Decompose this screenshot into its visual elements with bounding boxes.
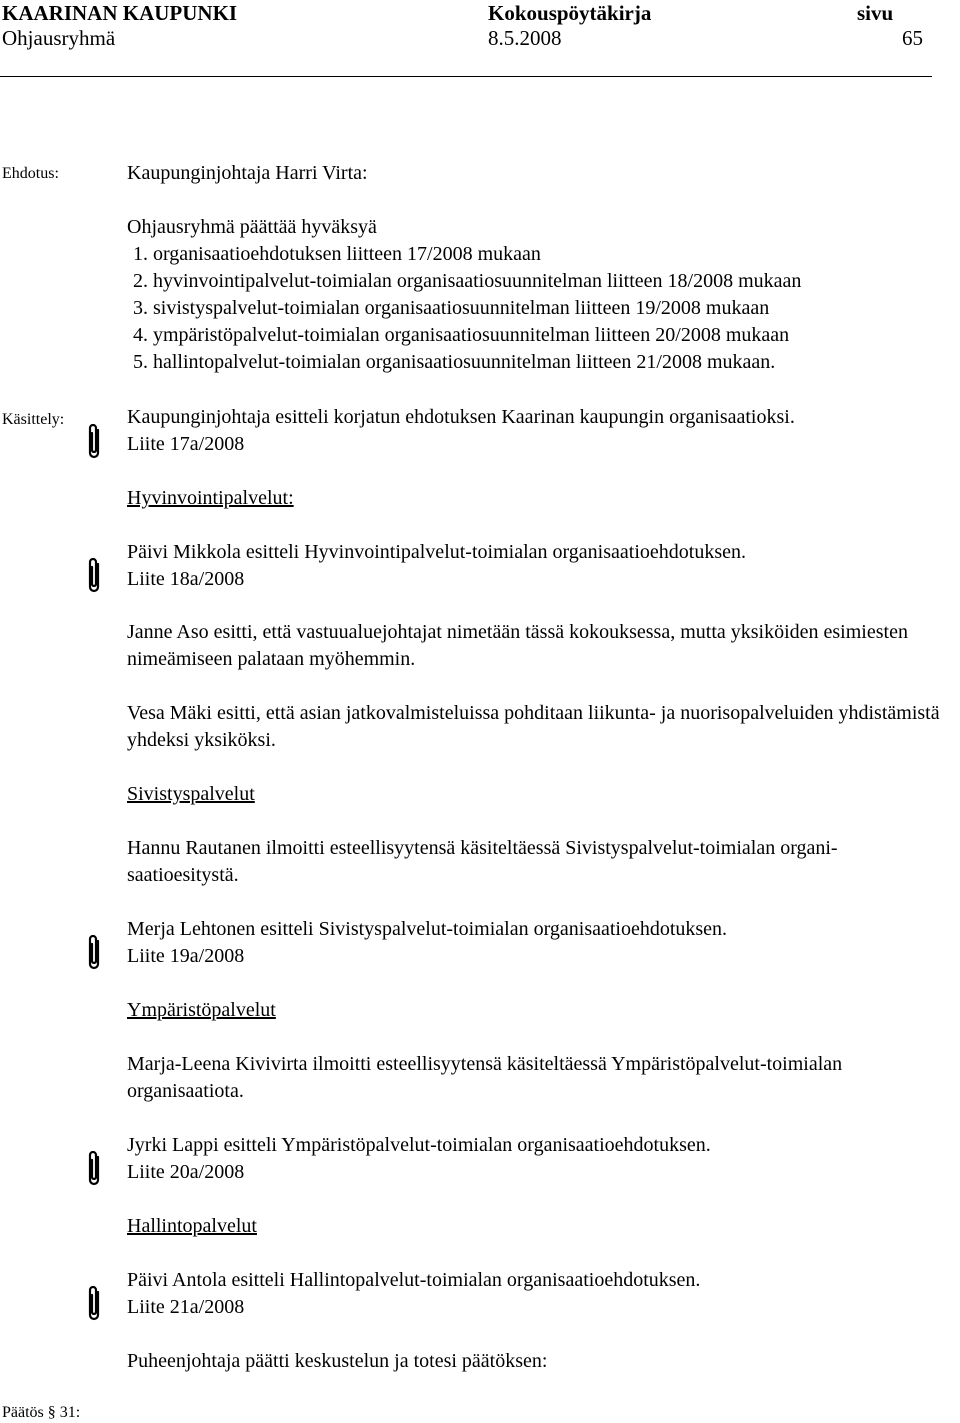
paragraph-3	[127, 619, 960, 673]
paragraph-7	[127, 1051, 960, 1105]
paragraph-text: Päivi Antola esitteli Hallintopalvelut-toimialan organisaatioehdotuksen.	[127, 1269, 701, 1291]
paragraph-9	[127, 1267, 960, 1321]
paragraph-6	[127, 916, 960, 970]
proposal-author: Kaupunginjohtaja Harri Virta:	[127, 162, 368, 184]
proposal-item: 1. organisaatioehdotuksen liitteen 17/2008 mukaan	[133, 243, 541, 265]
proposal-item: 3. sivistyspalvelut-toimialan organisaatiosuunnitelman liitteen 19/2008 mukaan	[133, 297, 770, 319]
attachment-ref: Liite 20a/2008	[127, 1161, 245, 1183]
paragraph-5	[127, 835, 960, 889]
paragraph-2	[127, 539, 960, 593]
attachment-ref: Liite 18a/2008	[127, 568, 245, 590]
heading-hallintopalvelut: Hallintopalvelut	[127, 1215, 257, 1237]
label-kasittely: Käsittely:	[2, 411, 65, 428]
paragraph-8	[127, 1132, 960, 1186]
proposal-intro: Ohjausryhmä päättää hyväksyä	[127, 216, 377, 238]
page-number: 65	[902, 26, 923, 50]
paragraph-text: Päivi Mikkola esitteli Hyvinvointipalvelut-toimialan organisaatioehdotuksen.	[127, 541, 746, 563]
attachment-ref: Liite 21a/2008	[127, 1296, 245, 1318]
doc-type: Kokouspöytäkirja	[488, 1, 652, 25]
paperclip-icon	[85, 558, 103, 594]
heading-hyvinvointipalvelut: Hyvinvointipalvelut:	[127, 487, 294, 509]
attachment-ref: Liite 17a/2008	[127, 433, 245, 455]
meeting-date: 8.5.2008	[488, 26, 562, 50]
label-paatos: Päätös § 31:	[2, 1404, 81, 1421]
header-rule	[0, 76, 932, 77]
paragraph-text: Marja-Leena Kivivirta ilmoitti esteellisyytensä käsiteltäessä Ympäristöpalvelut-toimialan organisaatiota.	[127, 1053, 843, 1102]
org-name: KAARINAN KAUPUNKI	[2, 1, 238, 25]
closing-statement: Puheenjohtaja päätti keskustelun ja totesi päätöksen:	[127, 1350, 548, 1372]
proposal-item: 5. hallintopalvelut-toimialan organisaatiosuunnitelman liitteen 21/2008 mukaan.	[133, 351, 776, 373]
attachment-ref: Liite 19a/2008	[127, 945, 245, 967]
paperclip-icon	[85, 935, 103, 971]
proposal-item: 2. hyvinvointipalvelut-toimialan organisaatiosuunnitelman liitteen 18/2008 mukaan	[133, 270, 802, 292]
body-name: Ohjausryhmä	[2, 26, 116, 50]
paragraph-text: Janne Aso esitti, että vastuualuejohtajat nimetään tässä kokouksessa, mutta yksiköiden esimiesten nimeämiseen palataan myöhemmin.	[127, 621, 908, 670]
page-label: sivu	[857, 1, 894, 25]
paragraph-text: Jyrki Lappi esitteli Ympäristöpalvelut-toimialan organisaatioehdotuksen.	[127, 1134, 711, 1156]
heading-ymparistopalvelut: Ympäristöpalvelut	[127, 999, 276, 1021]
paragraph-4	[127, 700, 960, 754]
proposal-list	[127, 214, 960, 376]
label-ehdotus: Ehdotus:	[2, 165, 59, 182]
paragraph-text: Merja Lehtonen esitteli Sivistyspalvelut-toimialan organisaatioehdotuksen.	[127, 918, 728, 940]
paperclip-icon	[85, 424, 103, 460]
paragraph-text: Kaupunginjohtaja esitteli korjatun ehdotuksen Kaarinan kaupungin organisaatioksi.	[127, 406, 795, 428]
paragraph-text: Vesa Mäki esitti, että asian jatkovalmisteluissa pohditaan liikunta- ja nuorisopalveluiden yhdistämistä yhdeksi yksiköksi.	[127, 702, 940, 751]
paragraph-text: Hannu Rautanen ilmoitti esteellisyytensä käsiteltäessä Sivistyspalvelut-toimialan organi-saatioesitystä.	[127, 837, 838, 886]
paperclip-icon	[85, 1151, 103, 1187]
proposal-item: 4. ympäristöpalvelut-toimialan organisaatiosuunnitelman liitteen 20/2008 mukaan	[133, 324, 790, 346]
paragraph-1	[127, 404, 960, 458]
paperclip-icon	[85, 1286, 103, 1322]
heading-sivistyspalvelut: Sivistyspalvelut	[127, 783, 255, 805]
